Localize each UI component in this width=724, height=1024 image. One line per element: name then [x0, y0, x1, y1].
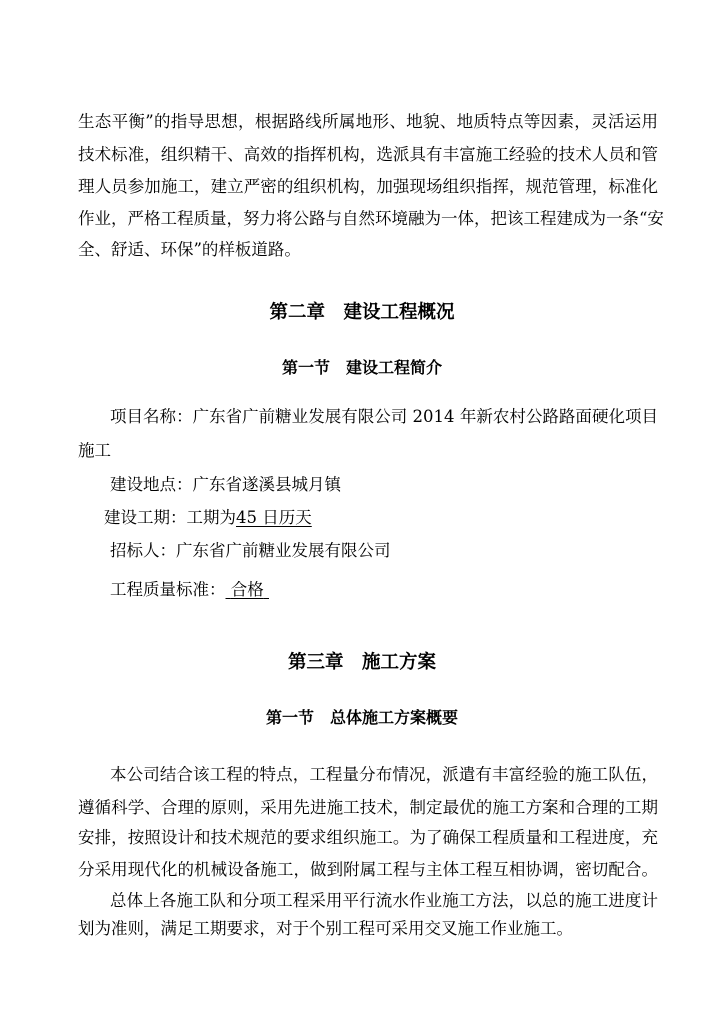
duration-label: 建设工期：	[104, 508, 187, 527]
bidder-field	[110, 540, 391, 562]
location-label: 建设地点：	[110, 475, 193, 494]
duration-field	[104, 507, 312, 529]
chapter-2-title: 第二章 建设工程概况	[269, 302, 455, 323]
location-field	[110, 474, 341, 496]
intro-line-1: 生态平衡”的指导思想，根据路线所属地形、地貌、地质特点等因素，灵活运用	[78, 112, 658, 131]
intro-line-5: 全、舒适、环保”的样板道路。	[78, 240, 301, 259]
quality-value: 合格	[230, 580, 264, 599]
duration-value: 45 日历天	[236, 508, 312, 527]
plan-para-1-line-2: 遵循科学、合理的原则，采用先进施工技术，制定最优的施工方案和合理的工期	[78, 798, 658, 817]
quality-field	[110, 579, 269, 601]
project-name-line-2: 施工	[78, 441, 111, 460]
location-value: 广东省遂溪县城月镇	[192, 475, 341, 494]
plan-para-1-line-1: 本公司结合该工程的特点，工程量分布情况，派遣有丰富经验的施工队伍，	[110, 765, 658, 784]
plan-para-1-line-3: 安排，按照设计和技术规范的要求组织施工。为了确保工程质量和工程进度，充	[78, 828, 658, 847]
chapter-2-section-1-title: 第一节 建设工程简介	[281, 358, 442, 377]
bidder-value: 广东省广前糖业发展有限公司	[176, 541, 391, 560]
duration-prefix: 工期为	[186, 508, 236, 527]
plan-para-1-line-4: 分采用现代化的机械设备施工，做到附属工程与主体工程互相协调，密切配合。	[78, 860, 658, 879]
plan-para-2-line-1: 总体上各施工队和分项工程采用平行流水作业施工方法，以总的施工进度计	[110, 891, 658, 910]
chapter-3-title: 第三章 施工方案	[287, 652, 436, 673]
intro-line-2: 技术标准，组织精干、高效的指挥机构，选派具有丰富施工经验的技术人员和管	[78, 145, 658, 164]
intro-line-4: 作业，严格工程质量，努力将公路与自然环境融为一体，把该工程建成为一条“安	[78, 209, 664, 228]
intro-line-3: 理人员参加施工，建立严密的组织机构，加强现场组织指挥，规范管理，标准化	[78, 177, 658, 196]
plan-para-2-line-2: 划为准则，满足工期要求，对于个别工程可采用交叉施工作业施工。	[78, 919, 573, 938]
project-name-line-1: 项目名称：广东省广前糖业发展有限公司 2014 年新农村公路路面硬化项目	[110, 407, 658, 426]
bidder-label: 招标人：	[110, 541, 176, 560]
quality-underline	[226, 580, 270, 599]
quality-label: 工程质量标准：	[110, 580, 226, 599]
chapter-3-section-1-title: 第一节 总体施工方案概要	[265, 708, 458, 727]
